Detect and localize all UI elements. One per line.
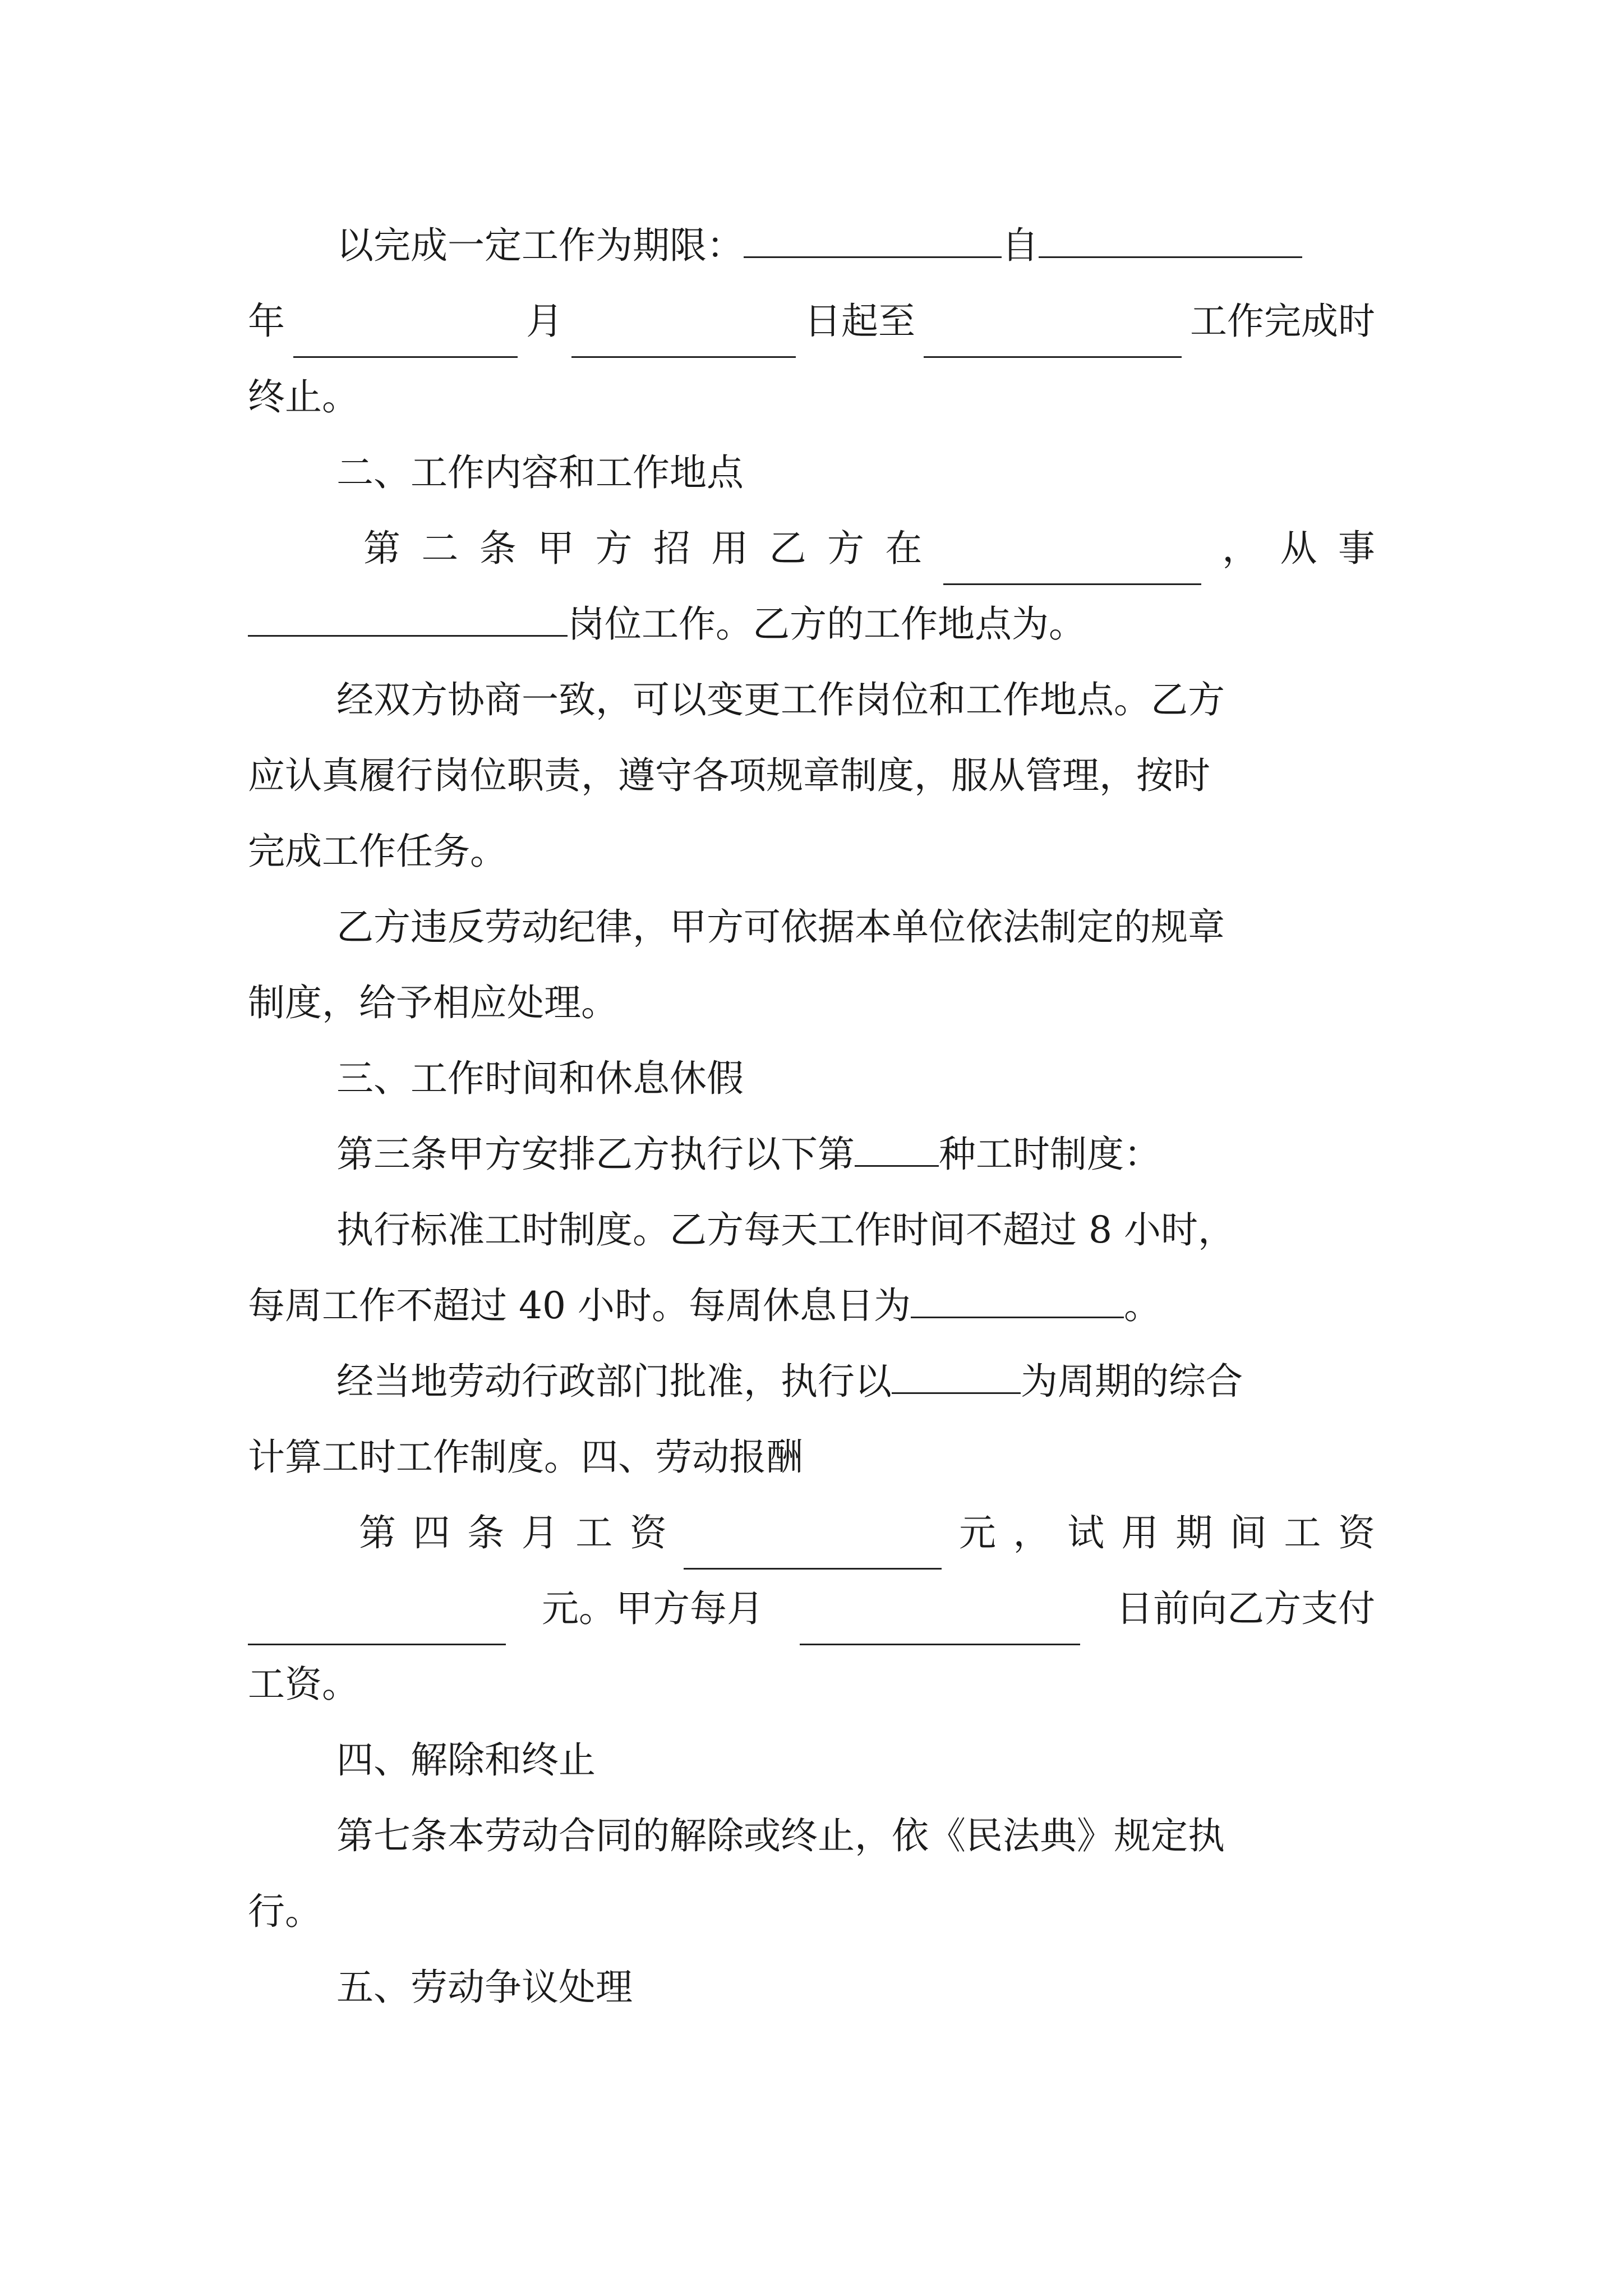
paragraph-line — [336, 1345, 1375, 1418]
blank-field — [293, 314, 518, 358]
char: 招 — [653, 527, 690, 570]
blank-field — [911, 1274, 1124, 1318]
char: 资 — [629, 1511, 667, 1554]
text: 第三条甲方安排乙方执行以下第 — [336, 1133, 855, 1176]
blank-field — [800, 1601, 1080, 1645]
paragraph-line: 行。 — [248, 1890, 322, 1933]
article-4-line-1 — [359, 1497, 1375, 1570]
article-2-line-2 — [248, 588, 1375, 661]
char: 工 — [575, 1511, 613, 1554]
char: ， — [1013, 1511, 1050, 1554]
char: 月 — [521, 1511, 559, 1554]
paragraph-line: 完成工作任务。 — [248, 830, 507, 873]
article-2-line-1 — [363, 512, 1375, 585]
char: 用 — [711, 527, 749, 570]
text: 。 — [1123, 1284, 1161, 1327]
section-heading-4: 四、解除和终止 — [336, 1738, 596, 1782]
char: 条 — [467, 1511, 505, 1554]
char: 四 — [413, 1511, 450, 1554]
char: 第 — [359, 1511, 396, 1554]
text: 每周工作不超过 40 小时。每周休息日为 — [248, 1284, 911, 1327]
paragraph-line: 制度，给予相应处理。 — [248, 981, 618, 1024]
char: 试 — [1067, 1511, 1105, 1554]
char: 从 — [1280, 527, 1317, 570]
text: 种工时制度： — [939, 1133, 1161, 1176]
char: 事 — [1338, 527, 1375, 570]
text: 自 — [1002, 224, 1039, 267]
paragraph-line: 工资。 — [248, 1663, 359, 1706]
blank-field — [943, 541, 1201, 585]
char: 间 — [1229, 1511, 1267, 1554]
paragraph-term-line-1 — [336, 209, 1375, 282]
char: 用 — [1121, 1511, 1159, 1554]
char: 在 — [885, 527, 923, 570]
article-7-line: 第七条本劳动合同的解除或终止，依《民法典》规定执 — [336, 1814, 1225, 1857]
text: 日前向乙方支付 — [1116, 1587, 1375, 1630]
char: 乙 — [769, 527, 806, 570]
paragraph-term-line-2 — [248, 285, 1375, 358]
char: 资 — [1338, 1511, 1375, 1554]
paragraph-line: 执行标准工时制度。乙方每天工作时间不超过 8 小时， — [336, 1208, 1235, 1251]
blank-field — [684, 1525, 942, 1570]
char: 元 — [958, 1511, 996, 1554]
text: 以完成一定工作为期限： — [336, 224, 744, 267]
paragraph-line: 乙方违反劳动纪律，甲方可依据本单位依法制定的规章 — [336, 905, 1225, 949]
char: 二 — [421, 527, 459, 570]
blank-field — [744, 214, 1002, 258]
text: 元。甲方每月 — [542, 1587, 764, 1630]
blank-field — [248, 592, 568, 637]
paragraph-line: 经双方协商一致，可以变更工作岗位和工作地点。乙方 — [336, 678, 1225, 721]
char: ， — [1222, 527, 1260, 570]
char: 甲 — [537, 527, 575, 570]
blank-field — [1039, 214, 1302, 258]
text: 岗位工作。乙方的工作地点为。 — [568, 602, 1086, 646]
text: 日起至 — [804, 300, 915, 343]
char: 条 — [479, 527, 517, 570]
text: 月 — [526, 300, 563, 343]
text: 经当地劳动行政部门批准，执行以 — [336, 1360, 892, 1403]
blank-field — [924, 314, 1182, 358]
char: 第 — [363, 527, 400, 570]
text: 工作完成时 — [1190, 300, 1375, 343]
section-heading-3: 三、工作时间和休息休假 — [336, 1057, 744, 1100]
blank-field — [571, 314, 796, 358]
text: 为周期的综合 — [1021, 1360, 1243, 1403]
text: 年 — [248, 300, 285, 343]
char: 方 — [595, 527, 633, 570]
blank-field — [248, 1601, 506, 1645]
paragraph-term-line-3: 终止。 — [248, 375, 359, 418]
blank-field — [855, 1122, 939, 1167]
article-3-line — [336, 1118, 1375, 1191]
blank-field — [892, 1350, 1021, 1394]
paragraph-line: 计算工时工作制度。四、劳动报酬 — [248, 1435, 803, 1479]
char: 方 — [827, 527, 864, 570]
section-heading-5: 五、劳动争议处理 — [336, 1966, 633, 2009]
char: 工 — [1284, 1511, 1321, 1554]
section-heading-2: 二、工作内容和工作地点 — [336, 451, 744, 494]
char: 期 — [1175, 1511, 1213, 1554]
paragraph-line — [248, 1269, 1375, 1342]
paragraph-line: 应认真履行岗位职责，遵守各项规章制度，服从管理，按时 — [248, 754, 1210, 797]
article-4-line-2 — [248, 1572, 1375, 1645]
